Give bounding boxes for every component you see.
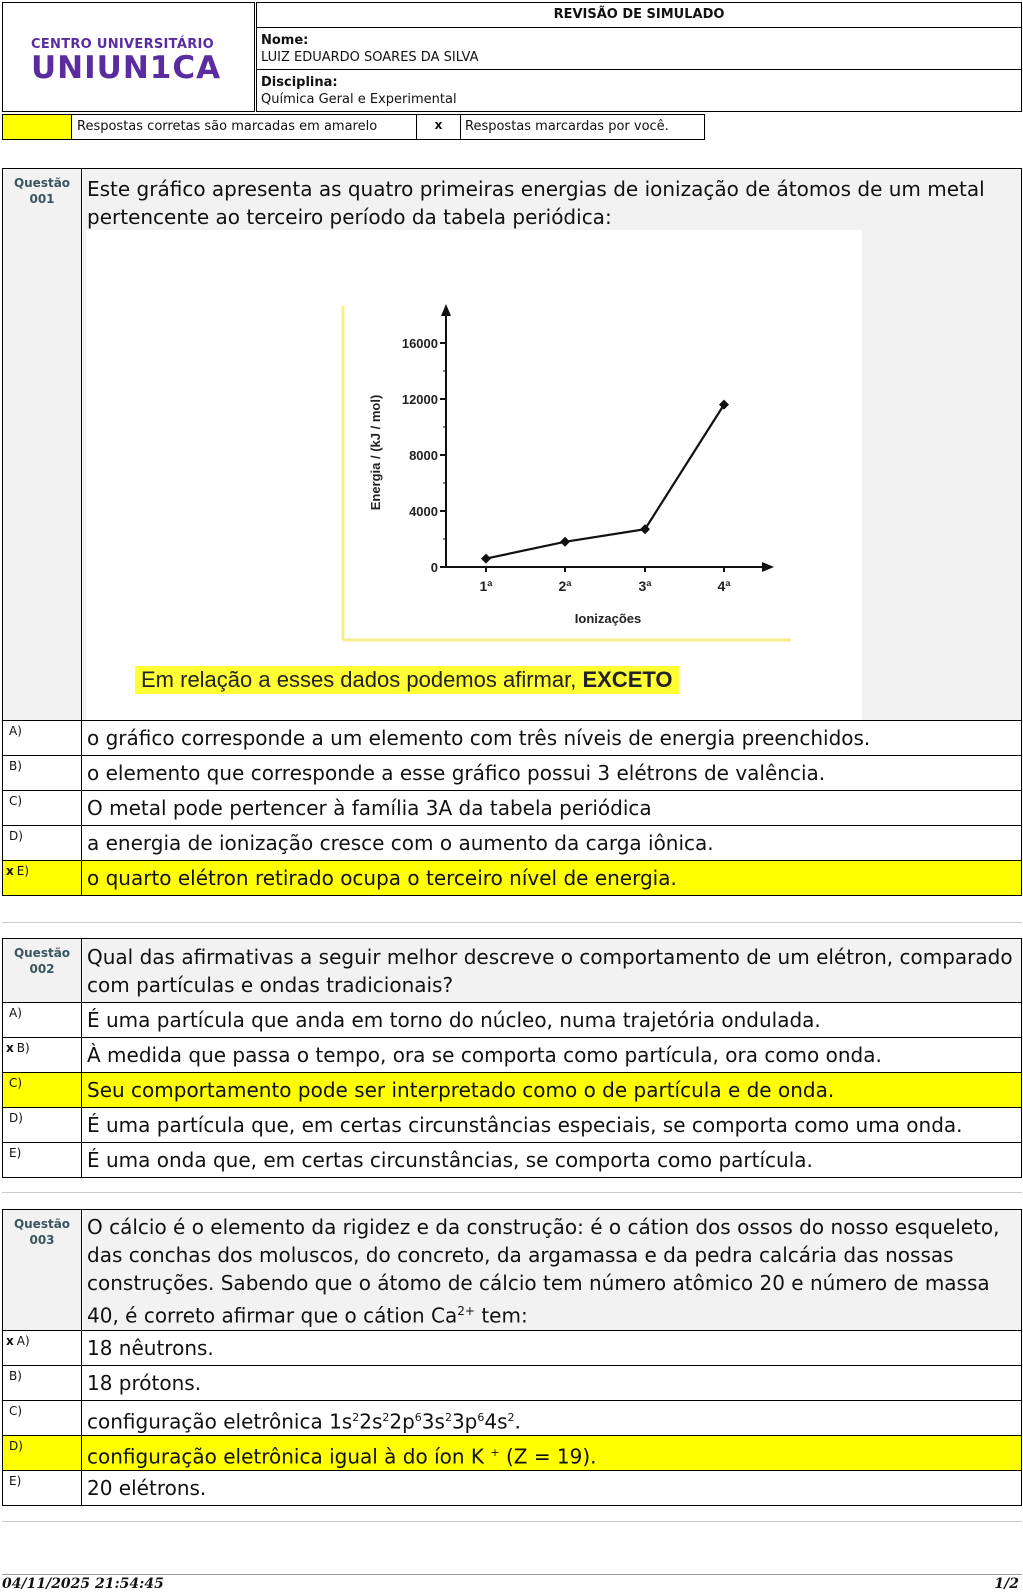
selected-mark: x bbox=[6, 1041, 14, 1055]
footer-datetime: 04/11/2025 21:54:45 bbox=[2, 1576, 164, 1592]
option-d[interactable] bbox=[2, 1107, 1022, 1143]
option-b[interactable] bbox=[2, 1037, 1022, 1073]
option-text bbox=[87, 1401, 1017, 1439]
data-point bbox=[560, 537, 570, 547]
option-text: o gráfico corresponde a um elemento com três níveis de energia preenchidos. bbox=[87, 726, 871, 750]
name-label: Nome: bbox=[261, 33, 309, 48]
question-number bbox=[3, 939, 82, 1002]
page-title: REVISÃO DE SIMULADO bbox=[256, 2, 1022, 28]
y-axis-arrow bbox=[441, 304, 451, 316]
text-run: 2s bbox=[359, 1409, 383, 1434]
question-label: Questão bbox=[13, 946, 71, 960]
discipline-label: Disciplina: bbox=[261, 75, 338, 90]
superscript: 6 bbox=[414, 1411, 422, 1424]
y-tick-label: 8000 bbox=[409, 448, 438, 463]
y-tick-label: 12000 bbox=[401, 392, 438, 407]
legend-yours-text: Respostas marcardas por você. bbox=[460, 114, 705, 140]
option-text bbox=[87, 1436, 1017, 1474]
option-letter: B) bbox=[3, 1366, 82, 1400]
option-letter: A) bbox=[3, 721, 82, 755]
option-letter: A) bbox=[3, 1003, 82, 1037]
superscript: 2 bbox=[352, 1411, 360, 1424]
institution-logo bbox=[2, 2, 255, 112]
question-number-value: 003 bbox=[29, 1233, 55, 1247]
option-text: O metal pode pertencer à família 3A da tabela periódica bbox=[87, 796, 652, 820]
question-number-value: 001 bbox=[29, 192, 55, 206]
x-tick-label: 3ª bbox=[638, 578, 652, 594]
option-c[interactable] bbox=[2, 1400, 1022, 1436]
y-tick-label: 16000 bbox=[401, 336, 438, 351]
option-letter: x A) bbox=[3, 1331, 82, 1365]
superscript: 2 bbox=[382, 1411, 390, 1424]
option-text: 18 prótons. bbox=[87, 1371, 202, 1395]
legend-yellow-swatch bbox=[2, 114, 72, 140]
student-name-field bbox=[256, 27, 1022, 70]
question-text: Este gráfico apresenta as quatro primeiras energias de ionização de átomos de um metal pertencente ao terceiro período da tabela periódica: bbox=[83, 169, 1021, 720]
option-letter: D) bbox=[3, 1108, 82, 1142]
y-tick-label: 4000 bbox=[409, 504, 438, 519]
option-d[interactable] bbox=[2, 825, 1022, 861]
x-axis-arrow bbox=[762, 562, 774, 572]
option-text: Seu comportamento pode ser interpretado como o de partícula e de onda. bbox=[87, 1078, 835, 1102]
x-axis-title: Ionizações bbox=[574, 611, 642, 626]
question-number-value: 002 bbox=[29, 962, 55, 976]
series-line bbox=[486, 405, 724, 559]
option-b[interactable] bbox=[2, 1365, 1022, 1401]
text-run: 3s bbox=[421, 1409, 445, 1434]
option-a[interactable] bbox=[2, 720, 1022, 756]
text-run: configuração eletrônica igual à do íon K bbox=[87, 1444, 491, 1469]
option-text: À medida que passa o tempo, ora se comporta como partícula, ora como onda. bbox=[87, 1043, 882, 1067]
logo-wordmark: UNIUN1CA bbox=[31, 50, 222, 86]
option-c[interactable] bbox=[2, 790, 1022, 826]
selected-mark: x bbox=[6, 1334, 14, 1348]
option-text: a energia de ionização cresce com o aumento da carga iônica. bbox=[87, 831, 714, 855]
figure-caption-text: Em relação a esses dados podemos afirmar, bbox=[141, 667, 583, 692]
option-letter: E) bbox=[3, 1143, 82, 1177]
option-e[interactable] bbox=[2, 1142, 1022, 1178]
option-letter: D) bbox=[3, 826, 82, 860]
option-a[interactable] bbox=[2, 1002, 1022, 1038]
text-run: 4s bbox=[484, 1409, 508, 1434]
text-run: . bbox=[514, 1409, 521, 1434]
figure-caption-bold: EXCETO bbox=[582, 667, 673, 692]
option-letter: x E) bbox=[3, 861, 82, 895]
text-run: configuração eletrônica 1s bbox=[87, 1409, 353, 1434]
superscript: + bbox=[490, 1446, 500, 1459]
y-tick-label: 0 bbox=[430, 560, 438, 575]
data-point bbox=[481, 554, 491, 564]
option-letter: E) bbox=[3, 1471, 82, 1505]
question-003-stem bbox=[2, 1209, 1022, 1331]
footer-rule bbox=[2, 1574, 1022, 1575]
option-text: o elemento que corresponde a esse gráfico possui 3 elétrons de valência. bbox=[87, 761, 826, 785]
option-e[interactable] bbox=[2, 1470, 1022, 1506]
x-tick-label: 1ª bbox=[479, 578, 493, 594]
option-d-correct[interactable] bbox=[2, 1435, 1022, 1471]
option-text: É uma partícula que, em certas circunstâncias especiais, se comporta como uma onda. bbox=[87, 1113, 963, 1137]
option-letter: C) bbox=[3, 1401, 82, 1435]
question-text: O cálcio é o elemento da rigidez e da construção: é o cátion dos ossos do nosso esqueleto, das conchas dos moluscos, do concreto, da argamassa e da pedra calcária das nossas construções. Sabendo que o átomo de cálcio tem número atômico 20 e número de massa 40, é correto afirmar que o cátion $Ca^{2+}$ tem: bbox=[83, 1210, 1021, 1330]
question-label: Questão bbox=[13, 176, 71, 190]
option-letter: B) bbox=[3, 756, 82, 790]
option-text: 20 elétrons. bbox=[87, 1476, 207, 1500]
option-text: o quarto elétron retirado ocupa o terceiro nível de energia. bbox=[87, 866, 677, 890]
option-letter: C) bbox=[3, 1073, 82, 1107]
x-tick-label: 4ª bbox=[717, 578, 731, 594]
name-value: LUIZ EDUARDO SOARES DA SILVA bbox=[261, 50, 479, 65]
divider bbox=[2, 1192, 1022, 1193]
text-run: 2p bbox=[389, 1409, 415, 1434]
superscript: 2 bbox=[444, 1411, 452, 1424]
divider bbox=[2, 1521, 1022, 1522]
text-run: 3p bbox=[451, 1409, 478, 1434]
text-run: (Z = 19). bbox=[499, 1444, 597, 1469]
option-letter: x B) bbox=[3, 1038, 82, 1072]
option-text: 18 nêutrons. bbox=[87, 1336, 214, 1360]
question-002-stem bbox=[2, 938, 1022, 1003]
option-c-correct[interactable] bbox=[2, 1072, 1022, 1108]
x-tick-label: 2ª bbox=[558, 578, 572, 594]
y-axis-title: Energia / (kJ / mol) bbox=[368, 394, 383, 511]
discipline-value: Química Geral e Experimental bbox=[261, 92, 457, 107]
question-number bbox=[3, 169, 82, 720]
divider bbox=[2, 922, 1022, 923]
option-letter: D) bbox=[3, 1436, 82, 1470]
question-number bbox=[3, 1210, 82, 1330]
question-text: Qual das afirmativas a seguir melhor descreve o comportamento de um elétron, comparado com partículas e ondas tradicionais? bbox=[83, 939, 1021, 1002]
exam-header bbox=[2, 2, 1022, 114]
discipline-field bbox=[256, 69, 1022, 112]
ionization-energy-chart bbox=[86, 230, 862, 723]
logo-subtitle: CENTRO UNIVERSITÁRIO bbox=[31, 37, 214, 52]
chart-svg bbox=[86, 230, 862, 723]
option-letter: C) bbox=[3, 791, 82, 825]
option-a[interactable] bbox=[2, 1330, 1022, 1366]
superscript: 2 bbox=[507, 1411, 515, 1424]
figure-caption bbox=[135, 666, 679, 694]
superscript: 6 bbox=[477, 1411, 485, 1424]
footer-page-number: 1/2 bbox=[994, 1576, 1019, 1592]
question-label: Questão bbox=[13, 1217, 71, 1231]
option-text: É uma partícula que anda em torno do núcleo, numa trajetória ondulada. bbox=[87, 1008, 821, 1032]
legend-correct-text: Respostas corretas são marcadas em amarelo bbox=[71, 114, 417, 140]
option-e-correct[interactable] bbox=[2, 860, 1022, 896]
legend-mark: x bbox=[416, 114, 461, 140]
option-text: É uma onda que, em certas circunstâncias, se comporta como partícula. bbox=[87, 1148, 813, 1172]
option-b[interactable] bbox=[2, 755, 1022, 791]
selected-mark: x bbox=[6, 864, 14, 878]
